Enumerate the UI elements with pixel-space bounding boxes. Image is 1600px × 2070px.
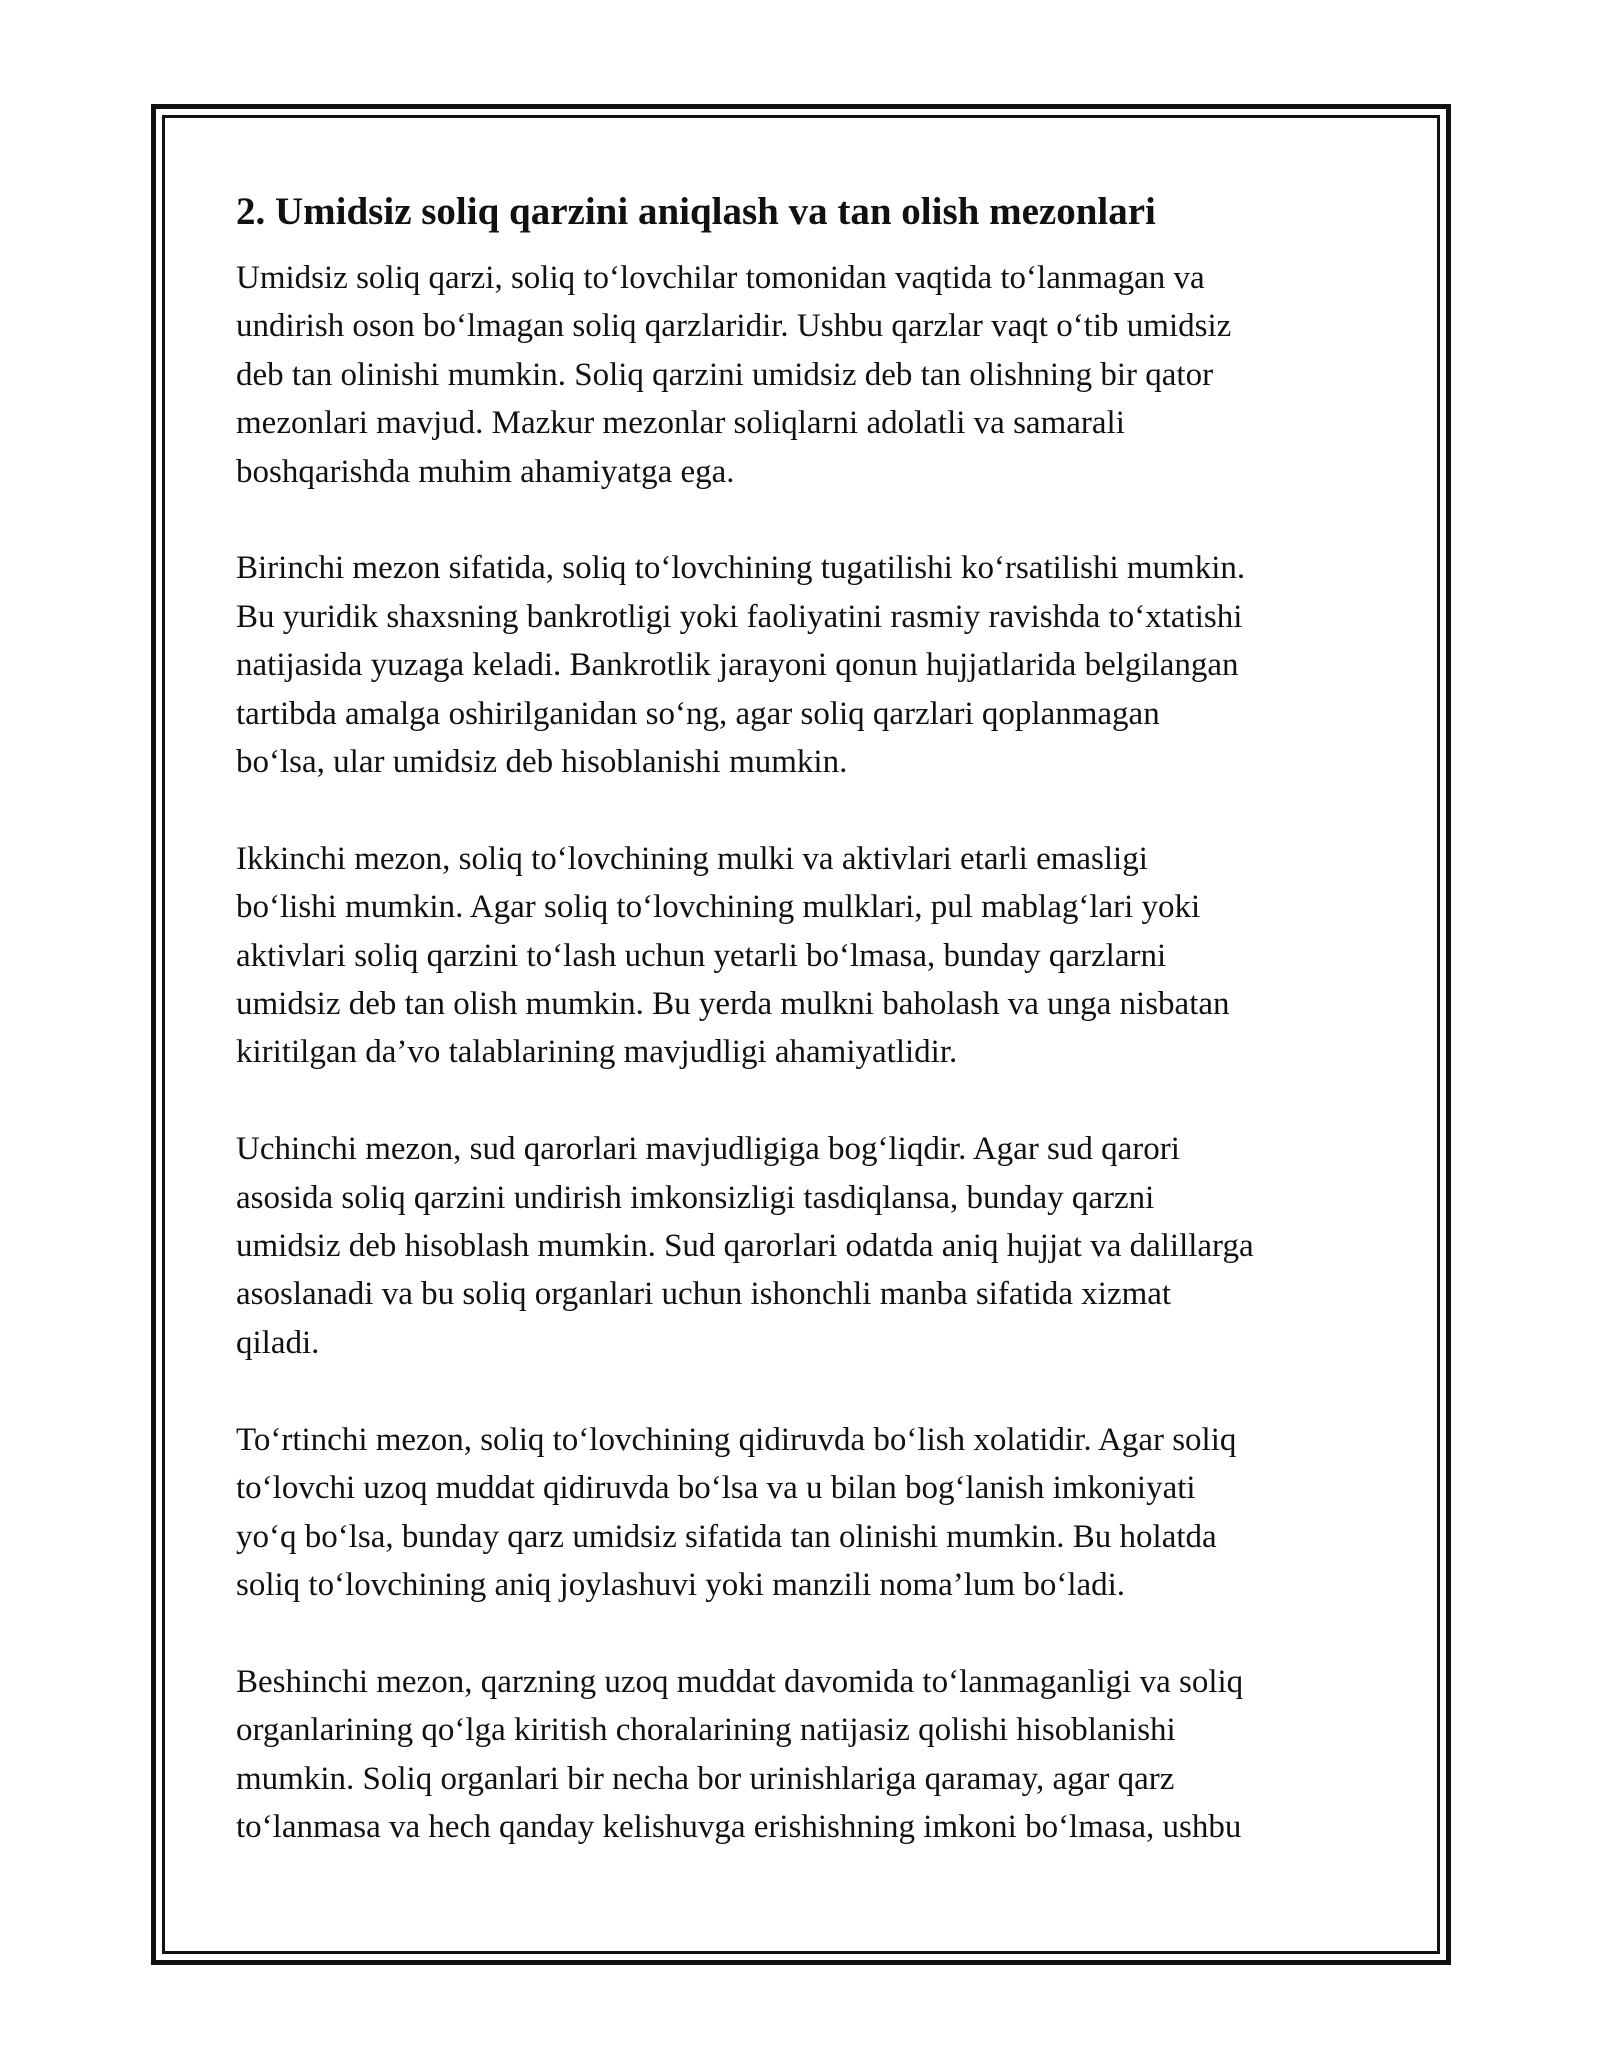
text-line: mezonlari mavjud. Mazkur mezonlar soliqlarni adolatli va samarali [236, 405, 1125, 442]
text-line: undirish oson bo‘lmagan soliq qarzlaridir. Ushbu qarzlar vaqt o‘tib umidsiz [236, 308, 1232, 345]
text-line: umidsiz deb hisoblash mumkin. Sud qarorlari odatda aniq hujjat va dalillarga [236, 1228, 1254, 1265]
paragraph-intro [236, 254, 1386, 496]
text-line: aktivlari soliq qarzini to‘lash uchun yetarli bo‘lmasa, bunday qarzlarni [236, 937, 1167, 974]
text-line: Uchinchi mezon, sud qarorlari mavjudligiga bog‘liqdir. Agar sud qarori [236, 1131, 1180, 1168]
text-line: to‘lanmasa va hech qanday kelishuvga erishishning imkoni bo‘lmasa, ushbu [236, 1808, 1242, 1845]
text-line: asosida soliq qarzini undirish imkonsizligi tasdiqlansa, bunday qarzni [236, 1179, 1155, 1216]
text-line: bo‘lishi mumkin. Agar soliq to‘lovchining mulklari, pul mablag‘lari yoki [236, 889, 1201, 926]
text-line: soliq to‘lovchining aniq joylashuvi yoki manzili noma’lum bo‘ladi. [236, 1566, 1126, 1603]
text-line: Ikkinchi mezon, soliq to‘lovchining mulki va aktivlari etarli emasligi [236, 840, 1148, 877]
text-line: Beshinchi mezon, qarzning uzoq muddat davomida to‘lanmaganligi va soliq [236, 1663, 1244, 1700]
text-line: bo‘lsa, ular umidsiz deb hisoblanishi mumkin. [236, 744, 848, 781]
text-line: mumkin. Soliq organlari bir necha bor urinishlariga qaramay, agar qarz [236, 1760, 1175, 1797]
text-line: organlarining qo‘lga kiritish choralarining natijasiz qolishi hisoblanishi [236, 1712, 1176, 1749]
text-line: Birinchi mezon sifatida, soliq to‘lovchining tugatilishi ko‘rsatilishi mumkin. [236, 550, 1246, 587]
text-line: Umidsiz soliq qarzi, soliq to‘lovchilar tomonidan vaqtida to‘lanmagan va [236, 260, 1205, 296]
text-line: boshqarishda muhim ahamiyatga ega. [236, 453, 735, 490]
paragraph-criterion-3 [236, 1125, 1386, 1367]
text-line: asoslanadi va bu soliq organlari uchun ishonchli manba sifatida xizmat [236, 1276, 1172, 1313]
paragraph-criterion-5 [236, 1658, 1386, 1852]
document-body [236, 186, 1386, 1900]
text-line: yo‘q bo‘lsa, bunday qarz umidsiz sifatida tan olinishi mumkin. Bu holatda [236, 1518, 1217, 1555]
section-heading: 2. Umidsiz soliq qarzini aniqlash va tan olish mezonlari [236, 190, 1156, 233]
text-line: to‘lovchi uzoq muddat qidiruvda bo‘lsa va u bilan bog‘lanish imkoniyati [236, 1470, 1196, 1507]
text-line: qiladi. [236, 1324, 320, 1361]
paragraph-criterion-2 [236, 835, 1386, 1077]
paragraph-criterion-1 [236, 544, 1386, 786]
text-line: tartibda amalga oshirilganidan so‘ng, agar soliq qarzlari qoplanmagan [236, 695, 1160, 732]
paragraph-criterion-4 [236, 1416, 1386, 1610]
text-line: Bu yuridik shaxsning bankrotligi yoki faoliyatini rasmiy ravishda to‘xtatishi [236, 598, 1243, 635]
text-line: deb tan olinishi mumkin. Soliq qarzini umidsiz deb tan olishning bir qator [236, 356, 1214, 393]
text-line: To‘rtinchi mezon, soliq to‘lovchining qidiruvda bo‘lish xolatidir. Agar soliq [236, 1421, 1237, 1458]
text-line: umidsiz deb tan olish mumkin. Bu yerda mulkni baholash va unga nisbatan [236, 986, 1230, 1023]
text-line: kiritilgan da’vo talablarining mavjudligi ahamiyatlidir. [236, 1034, 958, 1071]
text-line: natijasida yuzaga keladi. Bankrotlik jarayoni qonun hujjatlarida belgilangan [236, 647, 1239, 684]
